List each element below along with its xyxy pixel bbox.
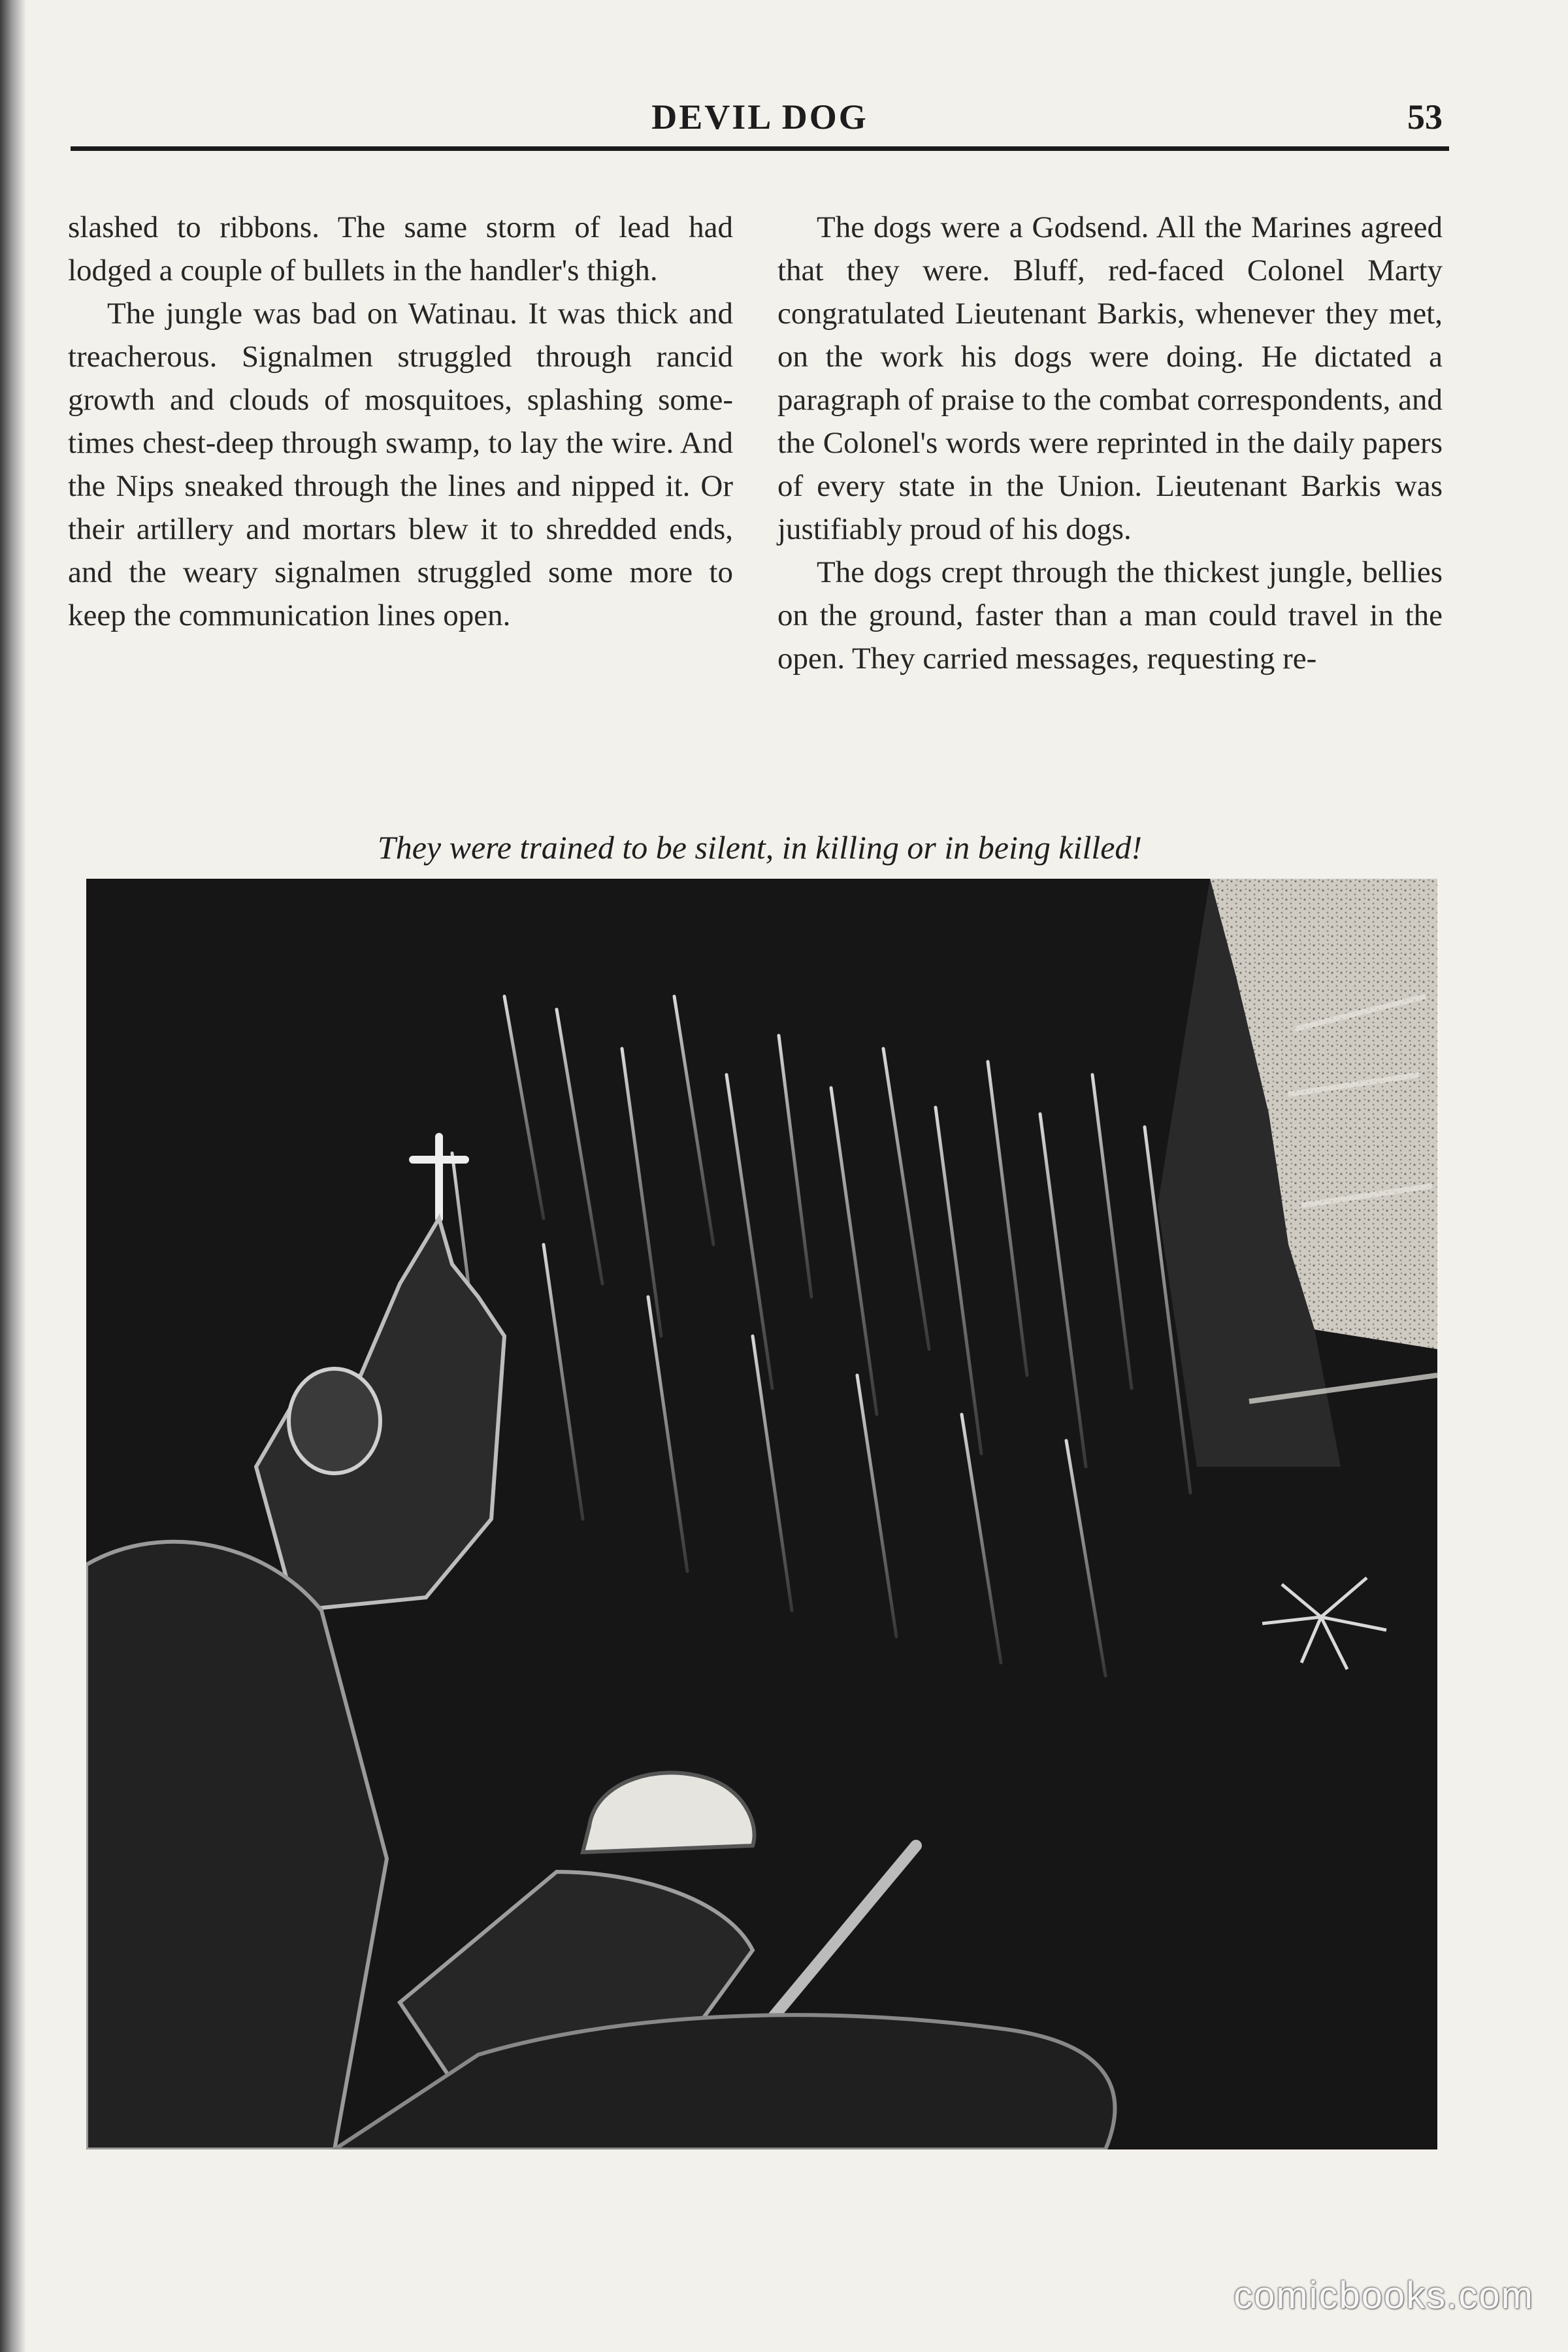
left-column <box>68 206 733 637</box>
binding-shadow <box>0 0 26 2352</box>
jungle-illustration <box>86 879 1437 2149</box>
paragraph: The dogs crept through the thickest jungle, bellies on the ground, faster than a man could travel in the open. They carried messages, requesting re- <box>777 555 1443 676</box>
right-column <box>777 206 1443 680</box>
page-header <box>71 91 1449 150</box>
paragraph: slashed to ribbons. The same storm of lead had lodged a couple of bullets in the handler's thigh. <box>68 210 733 287</box>
header-rule <box>71 146 1449 151</box>
illustration-drawing <box>86 879 1437 2149</box>
page-number: 53 <box>1407 97 1443 137</box>
running-head: DEVIL DOG <box>651 97 868 137</box>
paragraph: The dogs were a Godsend. All the Marines agreed that they were. Bluff, red-faced Colonel Marty congratulated Lieutenant Barkis, whenever they met, on the work his dogs were doing. He dictated a paragraph of praise to the combat correspondents, and the Colonel's words were reprinted in the daily papers of every state in the Union. Lieutenant Barkis was justifiably proud of his dogs. <box>777 210 1443 546</box>
chaplain-head <box>289 1369 380 1473</box>
illustration-caption: They were trained to be silent, in killing or in being killed! <box>377 829 1143 866</box>
paragraph: The jungle was bad on Watinau. It was thick and treacherous. Signalmen struggled through rancid growth and clouds of mosquitoes, splashing sometimes chest-deep through swamp, to lay the wire. And the Nips sneaked through the lines and nipped it. Or their artillery and mortars blew it to shredded ends, and the weary signalmen struggled some more to keep the communication lines open. <box>68 297 733 632</box>
watermark: comicbooks.com <box>1233 2274 1534 2317</box>
